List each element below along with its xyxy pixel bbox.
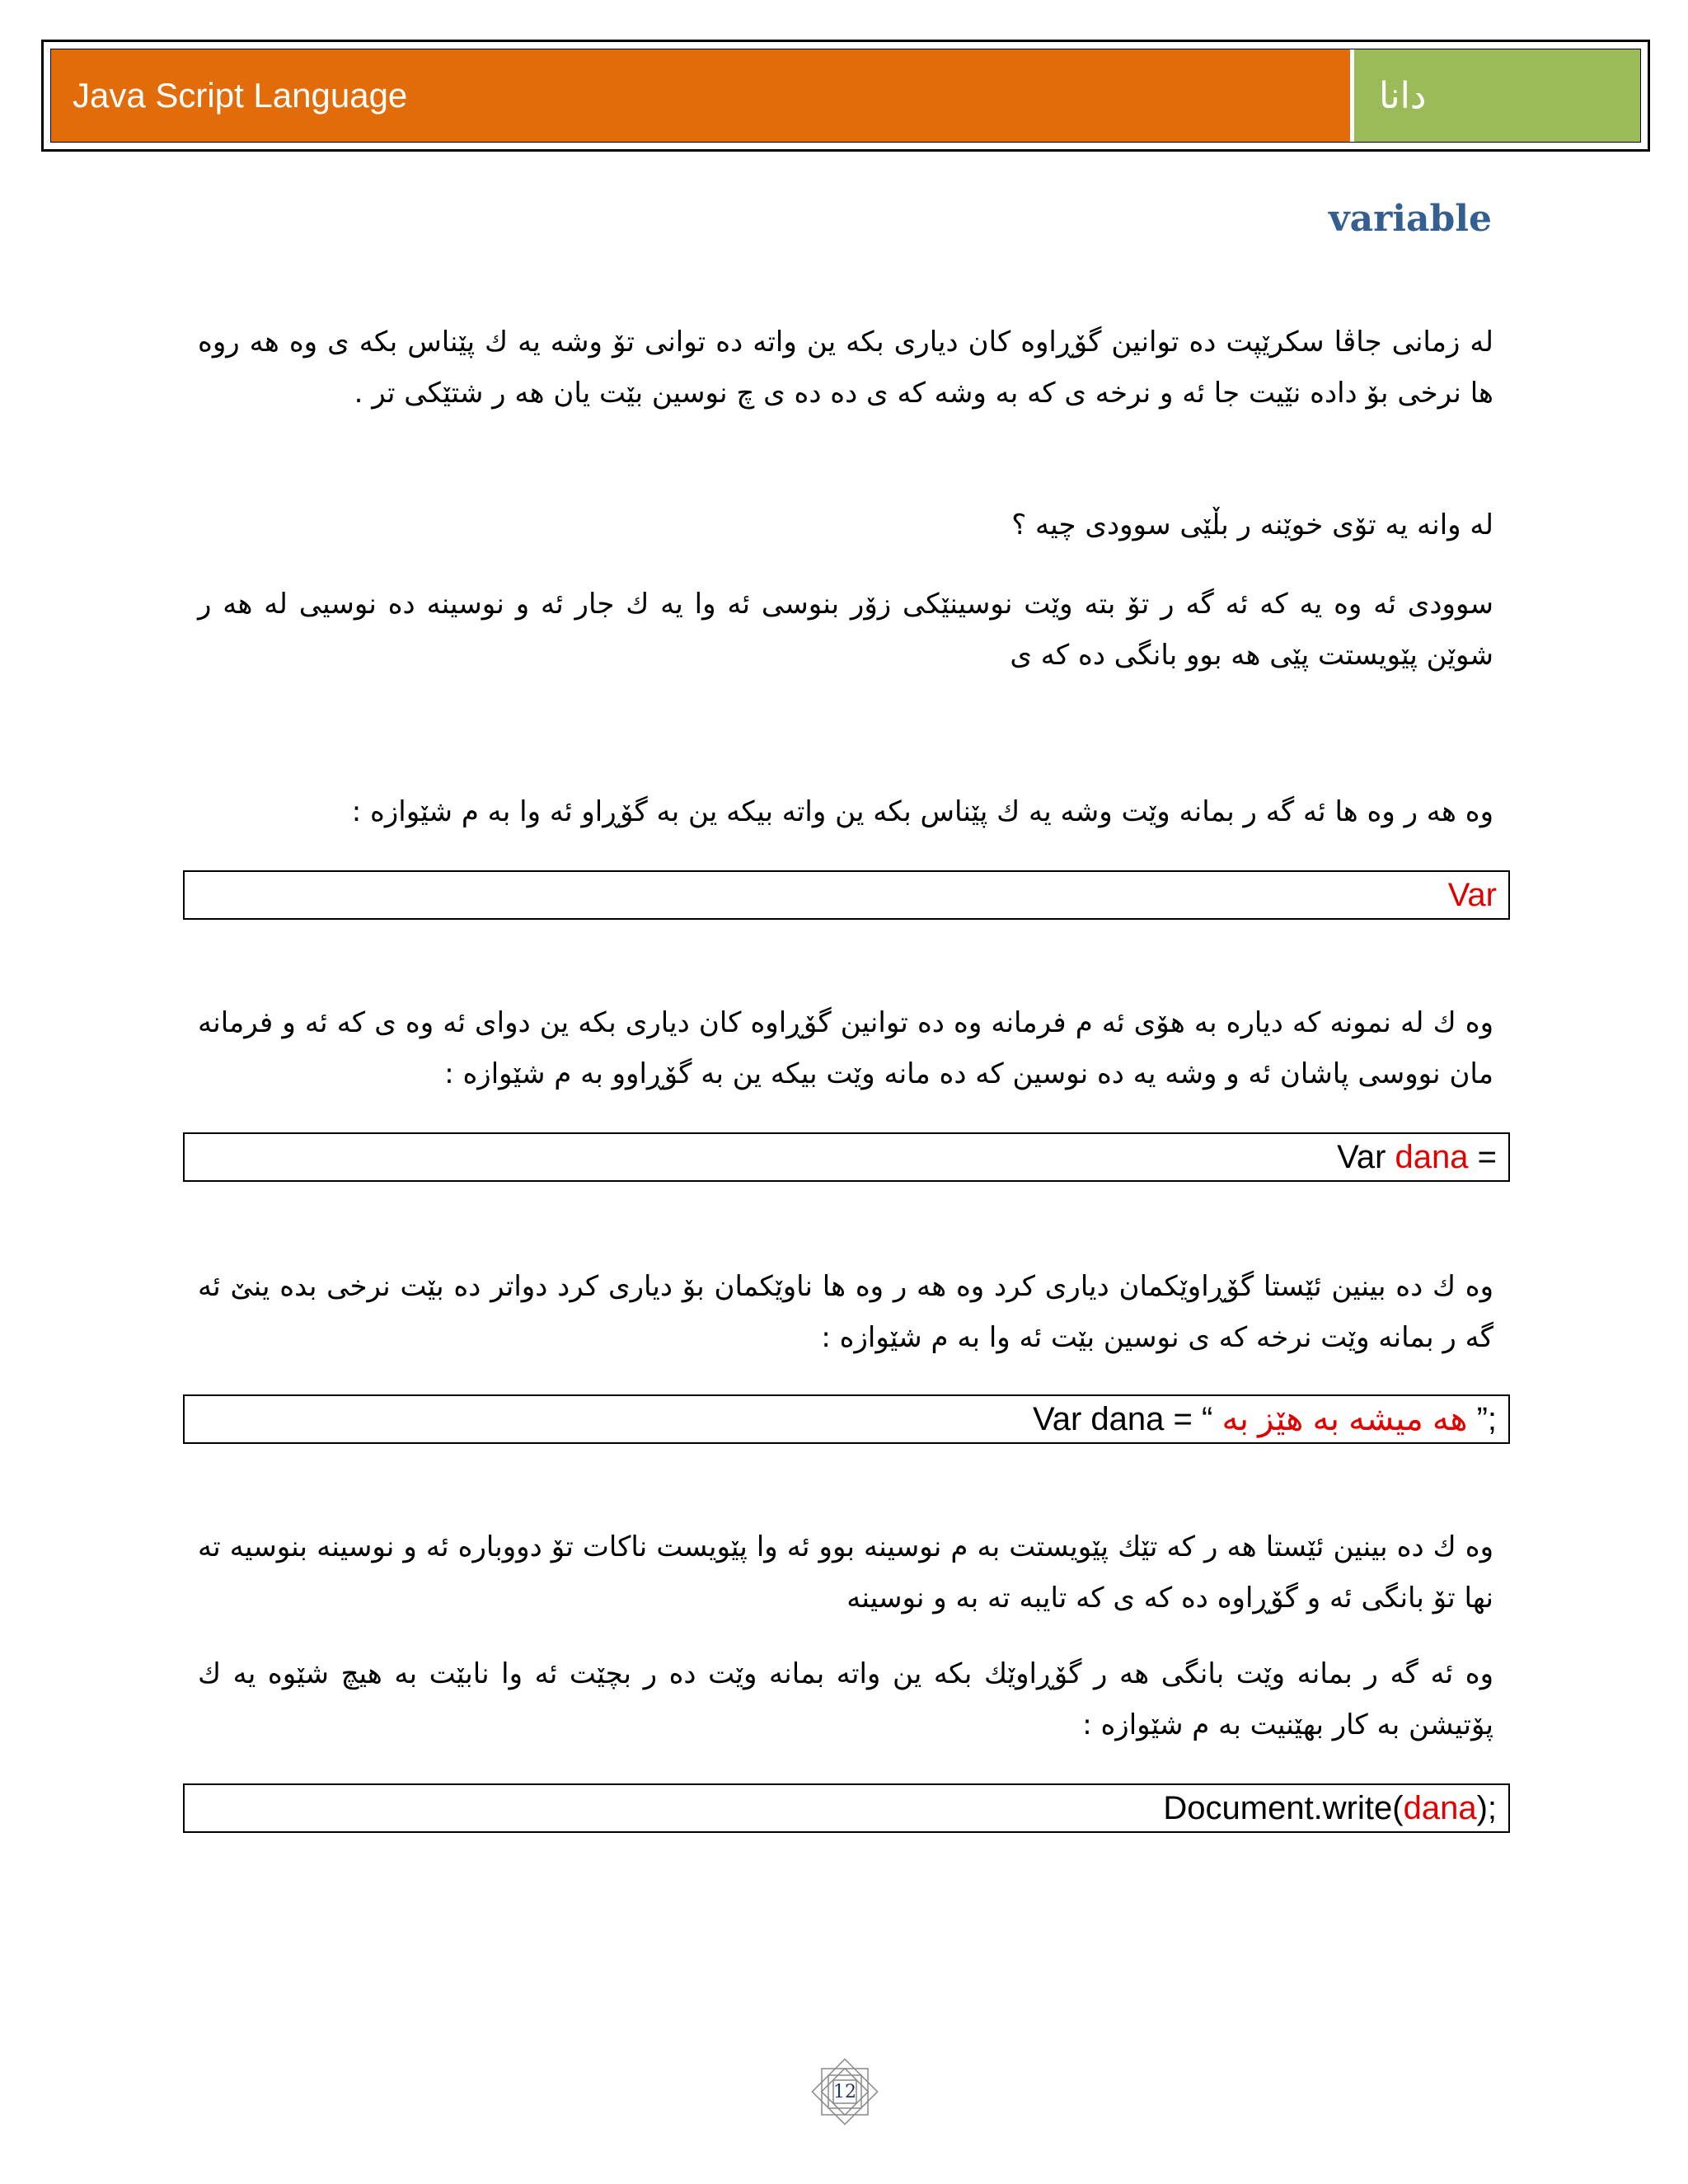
paragraph-question: له وانه یه تۆی خوێنه ر بڵێی سوودی چیه ؟ (1011, 509, 1493, 541)
code-keyword: Var (1337, 1138, 1395, 1175)
code-box-document-write (183, 1783, 1510, 1833)
code-operator: = (1468, 1138, 1497, 1175)
code-box-assignment (183, 1394, 1510, 1444)
code-variable-name: dana (1395, 1138, 1469, 1175)
paragraph-answer: سوودی ئه وه یه كه ئه گه ر تۆ بته وێت نوسینێكی زۆر بنوسی ئه وا یه ك جار ئه و نوسینه ده نوسیی له هه ر شوێن پێویستت پێی هه بوو بانگی ده كه ی (198, 588, 1493, 672)
code-keyword: Var (1447, 876, 1497, 913)
paragraph-example-command: وه ك له نمونه كه دیاره به هۆی ئه م فرمانه وه ده توانین گۆڕاوه كان دیاری بكه ین دوای ئه وه ی كه ئه و فرمانه مان نووسی پاشان ئه و وشه یه ده نوسین كه ده مانه وێت بیكه ین به گۆڕاوو به م شێوازه : (198, 1006, 1493, 1090)
page-number: 12 (833, 2081, 856, 2102)
code-prefix: Document.write( (1163, 1789, 1404, 1826)
paragraph-output: وه ئه گه ر بمانه وێت بانگی هه ر گۆڕاوێك بكه ین واته بمانه وێت ده ر بچێت ئه وا نابێت به هیچ شێوه یه ك پۆتیشن به كار بهێنیت به م شێوازه : (198, 1657, 1493, 1741)
code-string-value: هه میشه به هێز به (1221, 1401, 1468, 1437)
paragraph-assign-value: وه ك ده بینین ئێستا گۆڕاوێكمان دیاری كرد وه هه ر وه ها ناوێكمان بۆ دیاری كرد دواتر ده بێت نرخی بده ینێ ئه گه ر بمانه وێت نرخه كه ی نوسین بێت ئه وا به م شێوازه : (198, 1270, 1493, 1354)
header-author: دانا (1350, 49, 1640, 142)
paragraph-intro: له زمانی جاڤا سكرێپت ده توانین گۆڕاوه كان دیاری بكه ین واته ده توانی تۆ وشه یه ك پێناس بكه ی وه هه روه ها نرخی بۆ داده نێیت جا ئه و نرخه ی كه به وشه كه ی ده ده ی چ نوسین بێت یان هه ر شتێكی تر . (198, 326, 1493, 410)
code-prefix: Var dana = “ (1033, 1400, 1222, 1437)
code-box-declaration (183, 1132, 1510, 1182)
code-suffix: ”; (1467, 1400, 1497, 1437)
code-box-var (183, 870, 1510, 920)
code-suffix: ); (1476, 1789, 1497, 1826)
page-number-badge (804, 2050, 886, 2133)
header-frame (41, 40, 1650, 152)
header-bar (50, 49, 1641, 143)
paragraph-reuse: وه ك ده بینین ئێستا هه ر كه تێك پێویستت به م نوسینه بوو ئه وا پێویست ناكات تۆ دووباره ئه و نوسینه بنوسیه ته نها تۆ بانگی ئه و گۆڕاوه ده كه ی كه تایبه ته به و نوسینه (198, 1530, 1493, 1615)
code-variable-name: dana (1403, 1789, 1477, 1826)
section-heading: variable (1329, 198, 1492, 240)
paragraph-define-variable: وه هه ر وه ها ئه گه ر بمانه وێت وشه یه ك پێناس بكه ین واته بیكه ین به گۆڕاو ئه وا به م شێوازه : (351, 795, 1493, 828)
header-title: Java Script Language (51, 49, 1350, 142)
